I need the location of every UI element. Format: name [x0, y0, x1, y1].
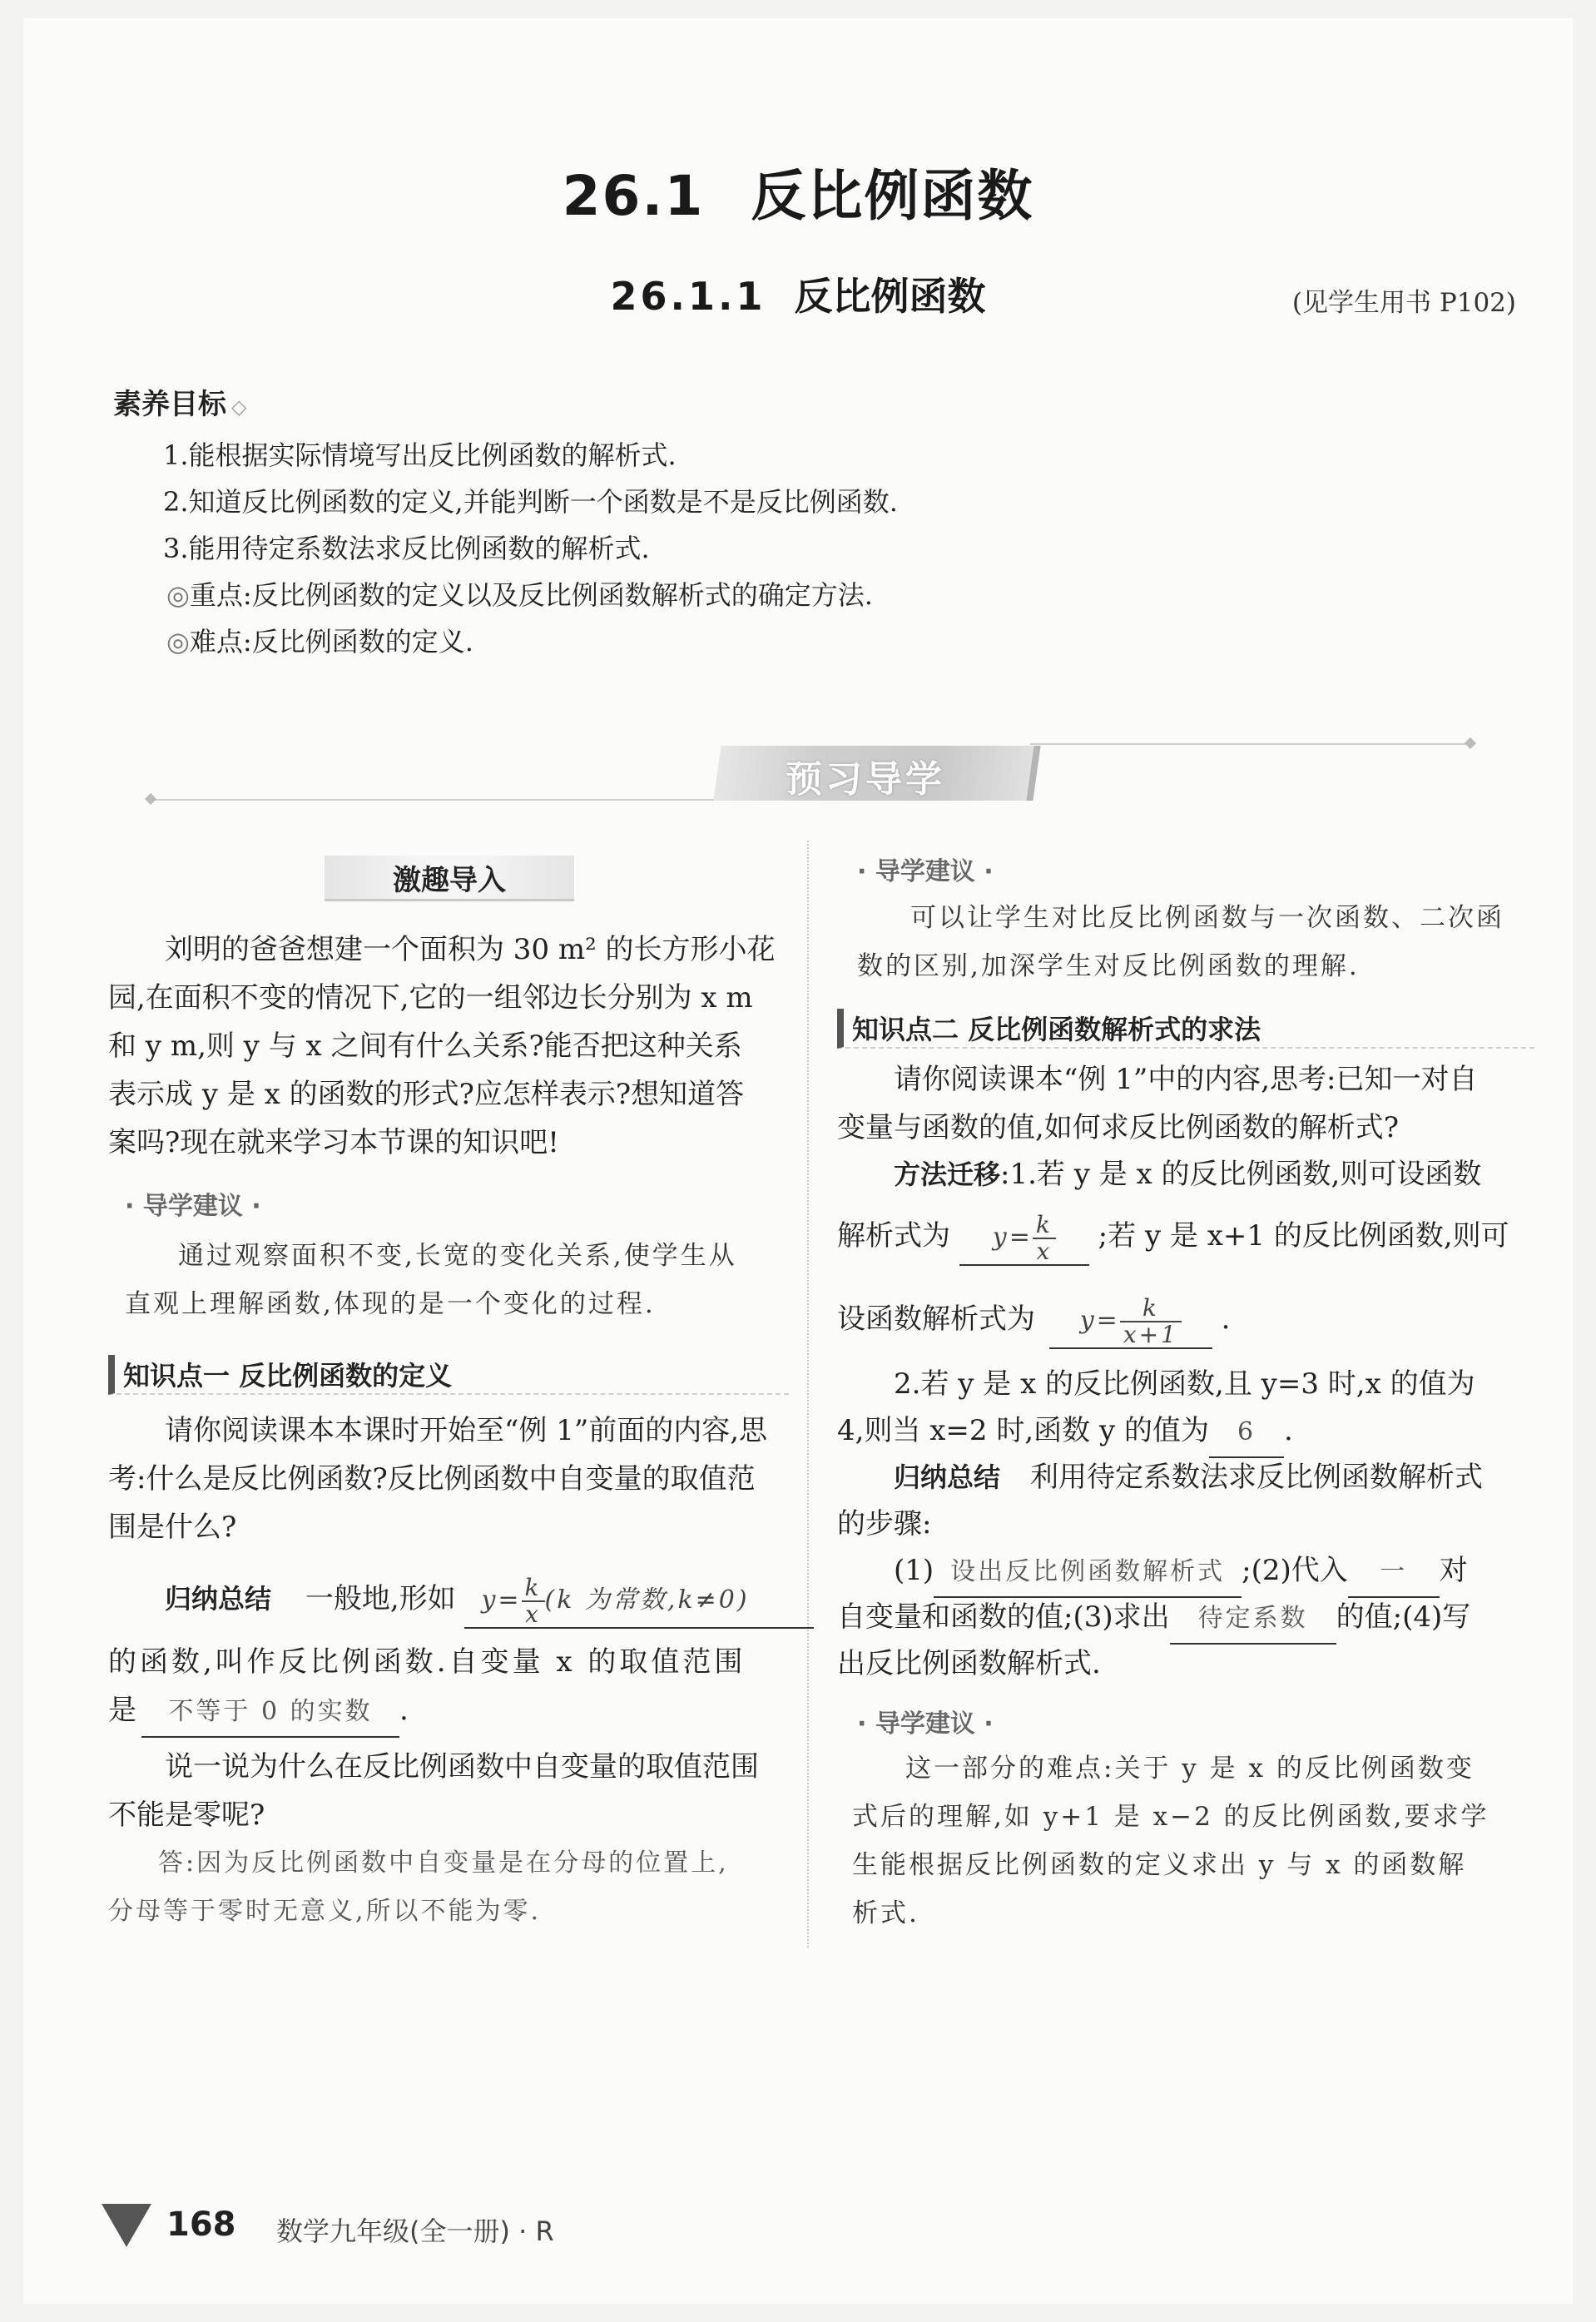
- answer-line: 分母等于零时无意义,所以不能为零.: [108, 1897, 542, 1926]
- hint-paragraph: [852, 1744, 1534, 1937]
- formula-condition: (k 为常数,k≠0): [544, 1585, 750, 1615]
- step-line-1: [894, 1546, 1468, 1598]
- summary-2-line: [894, 1453, 1483, 1501]
- formula-fraction: [1120, 1296, 1182, 1347]
- q2-text: 4,则当 x=2 时,函数 y 的值为: [837, 1414, 1209, 1447]
- method-text: 设函数解析式为: [837, 1302, 1035, 1336]
- form-blank-1[interactable]: [959, 1213, 1089, 1266]
- step-suffix: 对: [1439, 1554, 1468, 1587]
- key-point-text: 重点:反比例函数的定义以及反比例函数解析式的确定方法.: [189, 579, 873, 611]
- kp2-line: 请你阅读课本“例 1”中的内容,思考:已知一对自: [894, 1063, 1478, 1096]
- banner-label: 预习导学: [786, 758, 945, 801]
- page-number: 168: [166, 2205, 236, 2244]
- formula-lhs: y=: [1079, 1306, 1120, 1335]
- method-label: 方法迁移: [894, 1159, 1001, 1190]
- book-reference: (见学生用书 P102): [1291, 288, 1516, 318]
- discuss-paragraph: [108, 1743, 791, 1839]
- summary-label: 归纳总结: [165, 1583, 272, 1615]
- hint-title: · 导学建议 ·: [857, 1709, 994, 1739]
- step-suffix: 的值;(4)写: [1336, 1600, 1471, 1634]
- knowledge-point-2-title: 知识点二 反比例函数解析式的求法: [837, 1009, 1534, 1049]
- section-title: 反比例函数: [751, 164, 1034, 228]
- intro-line: 案吗?现在就来学习本节课的知识吧!: [108, 1126, 559, 1159]
- column-separator: [807, 841, 809, 1947]
- method-text: 解析式为: [837, 1219, 950, 1253]
- q2-suffix: .: [1283, 1414, 1293, 1447]
- fraction-denominator: x+1: [1123, 1321, 1178, 1348]
- kp2-paragraph: [837, 1055, 1528, 1152]
- goal-item: 3.能用待定系数法求反比例函数的解析式.: [163, 533, 650, 564]
- fraction-denominator: x: [525, 1600, 541, 1628]
- discuss-line: 说一说为什么在反比例函数中自变量的取值范围: [165, 1750, 759, 1784]
- step2-answer[interactable]: 一: [1348, 1548, 1440, 1598]
- q2-line-1: 2.若 y 是 x 的反比例函数,且 y=3 时,x 的值为: [894, 1367, 1475, 1401]
- subsection-title: 反比例函数: [794, 274, 986, 319]
- hint-line: 式后的理解,如 y+1 是 x−2 的反比例函数,要求学: [852, 1802, 1489, 1832]
- hint-line: 直观上理解函数,体现的是一个变化的过程.: [125, 1289, 656, 1319]
- goal-item: 1.能根据实际情境写出反比例函数的解析式.: [163, 439, 677, 471]
- step-prefix: 自变量和函数的值;(3)求出: [837, 1600, 1170, 1634]
- form-blank-2[interactable]: [1049, 1296, 1212, 1349]
- range-answer[interactable]: 不等于 0 的实数: [141, 1688, 399, 1738]
- hint-line: 可以让学生对比反比例函数与一次函数、二次函: [910, 903, 1504, 933]
- diamond-icon: ◇: [231, 395, 247, 419]
- step-prefix: (1): [894, 1554, 934, 1587]
- book-title: 数学九年级(全一册) · R: [276, 2215, 554, 2247]
- definition-line: 的函数,叫作反比例函数.自变量 x 的取值范围: [108, 1645, 746, 1679]
- goals-title-text: 素养目标: [113, 388, 226, 421]
- answer-paragraph: [108, 1839, 799, 1936]
- q2-answer[interactable]: 6: [1209, 1408, 1284, 1458]
- range-suffix: .: [399, 1694, 409, 1727]
- step-prefix: ;(2)代入: [1242, 1554, 1348, 1587]
- fraction-denominator: x: [1036, 1238, 1053, 1265]
- discuss-line: 不能是零呢?: [108, 1799, 265, 1832]
- intro-line: 和 y m,则 y 与 x 之间有什么关系?能否把这种关系: [108, 1030, 742, 1063]
- step-line-3: 出反比例函数解析式.: [837, 1647, 1101, 1680]
- knowledge-point-1-title: 知识点一 反比例函数的定义: [108, 1355, 789, 1395]
- hint-paragraph: [857, 894, 1523, 990]
- hint-line: 通过观察面积不变,长宽的变化关系,使学生从: [178, 1241, 737, 1271]
- kp1-line: 请你阅读课本本课时开始至“例 1”前面的内容,思: [165, 1414, 768, 1447]
- key-point: [166, 574, 873, 613]
- summary-text: 利用待定系数法求反比例函数解析式: [1030, 1461, 1484, 1494]
- double-circle-icon: ◎: [166, 579, 190, 611]
- range-prefix: 是: [108, 1694, 136, 1727]
- summary-text: 一般地,形如: [305, 1582, 456, 1615]
- difficult-point: [166, 621, 473, 659]
- fraction-numerator: k: [1033, 1213, 1056, 1239]
- hint-line: 生能根据反比例函数的定义求出 y 与 x 的函数解: [852, 1850, 1467, 1880]
- banner-rule-right: [1030, 743, 1471, 745]
- banner-rule-left: [150, 799, 724, 801]
- fraction-numerator: k: [1120, 1296, 1182, 1322]
- double-circle-icon: ◎: [166, 626, 190, 657]
- section-heading: [0, 151, 1596, 231]
- q2-line-2: [837, 1407, 1293, 1458]
- intro-line: 刘明的爸爸想建一个面积为 30 m² 的长方形小花: [165, 933, 776, 966]
- method-line-3: [837, 1295, 1230, 1349]
- method-text: :1.若 y 是 x 的反比例函数,则可设函数: [1000, 1158, 1482, 1191]
- step-line-2: [837, 1593, 1470, 1645]
- kp1-paragraph: [108, 1407, 791, 1551]
- step1-answer[interactable]: 设出反比例函数解析式: [934, 1548, 1242, 1598]
- formula-lhs: y=: [992, 1223, 1033, 1252]
- hint-line: 数的区别,加深学生对反比例函数的理解.: [857, 951, 1360, 981]
- summary-line: [165, 1575, 797, 1629]
- intro-line: 园,在面积不变的情况下,它的一组邻边长分别为 x m: [108, 981, 753, 1015]
- hint-paragraph: [125, 1232, 791, 1328]
- fraction-numerator: k: [522, 1575, 545, 1602]
- summary-label: 归纳总结: [894, 1461, 1001, 1493]
- intro-line: 表示成 y 是 x 的函数的形式?应怎样表示?想知道答: [108, 1078, 745, 1111]
- goals-title: [113, 381, 246, 422]
- range-line: [108, 1686, 409, 1738]
- formula-lhs: y=: [481, 1585, 522, 1615]
- method-text: ;若 y 是 x+1 的反比例函数,则可: [1098, 1219, 1509, 1253]
- corner-triangle-icon: [102, 2204, 151, 2247]
- hint-line: 析式.: [852, 1898, 919, 1928]
- kp1-line: 围是什么?: [108, 1511, 237, 1544]
- difficult-point-text: 难点:反比例函数的定义.: [189, 626, 473, 657]
- summary-2-line-b: 的步骤:: [837, 1507, 932, 1541]
- kp2-line: 变量与函数的值,如何求反比例函数的解析式?: [837, 1111, 1400, 1144]
- hint-line: 这一部分的难点:关于 y 是 x 的反比例函数变: [905, 1754, 1475, 1784]
- kp1-line: 考:什么是反比例函数?反比例函数中自变量的取值范: [108, 1462, 756, 1496]
- section-number: 26.1: [562, 164, 705, 228]
- intro-tag: 激趣导入: [393, 864, 506, 897]
- formula-fraction: [1033, 1213, 1056, 1264]
- goal-item: 2.知道反比例函数的定义,并能判断一个函数是不是反比例函数.: [163, 486, 898, 518]
- step3-answer[interactable]: 待定系数: [1170, 1595, 1336, 1645]
- intro-paragraph: [108, 925, 791, 1167]
- method-line-1: [894, 1150, 1481, 1198]
- answer-line: 答:因为反比例函数中自变量是在分母的位置上,: [158, 1848, 729, 1878]
- definition-blank: [464, 1575, 814, 1629]
- method-line-2: [837, 1212, 1509, 1266]
- formula-fraction: [522, 1575, 545, 1627]
- method-text: .: [1221, 1302, 1231, 1336]
- hint-title: · 导学建议 ·: [857, 857, 994, 886]
- hint-title: · 导学建议 ·: [125, 1192, 261, 1221]
- subsection-number: 26.1.1: [610, 274, 766, 319]
